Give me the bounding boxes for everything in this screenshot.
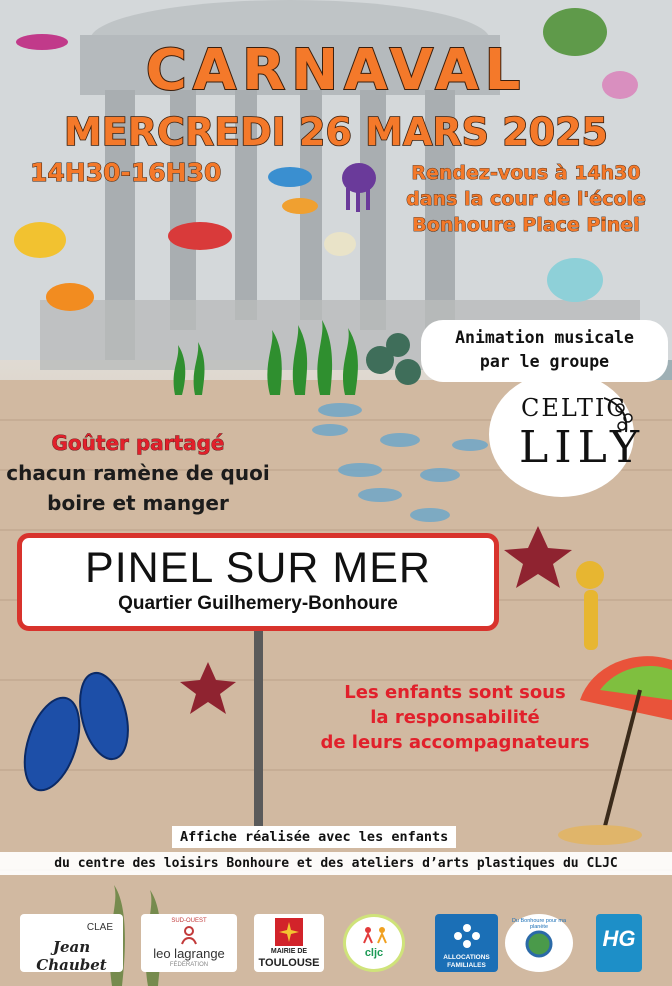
logo-mairie-small: MAIRIE DE <box>270 948 308 955</box>
band-logo-word-2: LILY <box>519 422 646 473</box>
snack-info <box>0 428 276 518</box>
kids-line-1: Les enfants sont sous <box>344 682 566 703</box>
fish-rainbow <box>547 258 603 302</box>
fish-blue <box>268 167 312 187</box>
credit-line-1: Affiche réalisée avec les enfants <box>172 826 456 848</box>
sign-title: PINEL SUR MER <box>85 544 431 592</box>
logo-hg-text: HG <box>602 926 636 951</box>
snack-line-3: boire et manger <box>47 491 229 515</box>
logo-leo-lagrange <box>141 914 237 972</box>
music-line-1: Animation musicale <box>455 328 634 347</box>
logo-bonhoure-planete <box>505 914 573 972</box>
logo-leo-small: SUD-OUEST <box>171 918 207 924</box>
music-line-2: par le groupe <box>479 352 610 371</box>
snack-line-1: Goûter partagé <box>51 431 225 455</box>
fish-orange <box>46 283 94 311</box>
kids-line-3: de leurs accompagnateurs <box>320 732 590 753</box>
logo-leo-name: leo lagrange <box>153 946 225 961</box>
logo-caf <box>435 914 498 972</box>
credit-line-2: du centre des loisirs Bonhoure et des ateliers d’arts plastiques du CLJC <box>0 852 672 875</box>
logo-mairie-toulouse <box>254 914 324 972</box>
fish-pastel <box>324 232 356 256</box>
logo-mairie-name: TOULOUSE <box>258 957 320 969</box>
logo-cljc <box>343 914 405 972</box>
poster-title: CARNAVAL <box>145 38 527 103</box>
event-date: MERCREDI 26 MARS 2025 <box>63 110 608 154</box>
logo-clae <box>20 914 123 972</box>
town-sign <box>17 533 499 631</box>
meeting-line-2: dans la cour de l'école <box>406 188 646 210</box>
band-logo-word-1: CELTIC <box>521 394 627 422</box>
fish-orange-small <box>282 198 318 214</box>
occitan-cross-icon <box>275 918 303 946</box>
fish-yellow <box>14 222 66 258</box>
kids-notice <box>300 680 610 755</box>
fish-red <box>168 222 232 250</box>
sign-post <box>254 631 263 831</box>
logo-leo-sub: FÉDÉRATION <box>169 962 209 968</box>
logo-cljc-text: cljc <box>364 947 384 959</box>
caf-people-icon <box>452 922 482 950</box>
meeting-info <box>386 160 666 238</box>
lily-flower-icon <box>600 396 636 436</box>
snack-line-2: chacun ramène de quoi <box>6 461 270 485</box>
cljc-figures-icon <box>362 925 388 945</box>
logo-caf-text: ALLOCATIONS FAMILIALES <box>443 954 490 969</box>
kids-line-2: la responsabilité <box>370 707 540 728</box>
sign-subtitle: Quartier Guilhemery-Bonhoure <box>118 593 398 614</box>
meeting-line-3: Bonhoure Place Pinel <box>412 214 640 236</box>
planet-icon <box>525 930 553 958</box>
logo-hg <box>596 914 642 972</box>
meeting-line-1: Rendez-vous à 14h30 <box>411 162 641 184</box>
event-hours: 14H30-16H30 <box>30 158 222 187</box>
leo-figure-icon <box>179 926 199 946</box>
logo-bonhoure-text: Du Bonhoure pour ma planète <box>511 918 567 930</box>
logo-clae-small: CLAE <box>86 922 113 933</box>
logo-clae-name: Jean Chaubet <box>36 938 107 974</box>
